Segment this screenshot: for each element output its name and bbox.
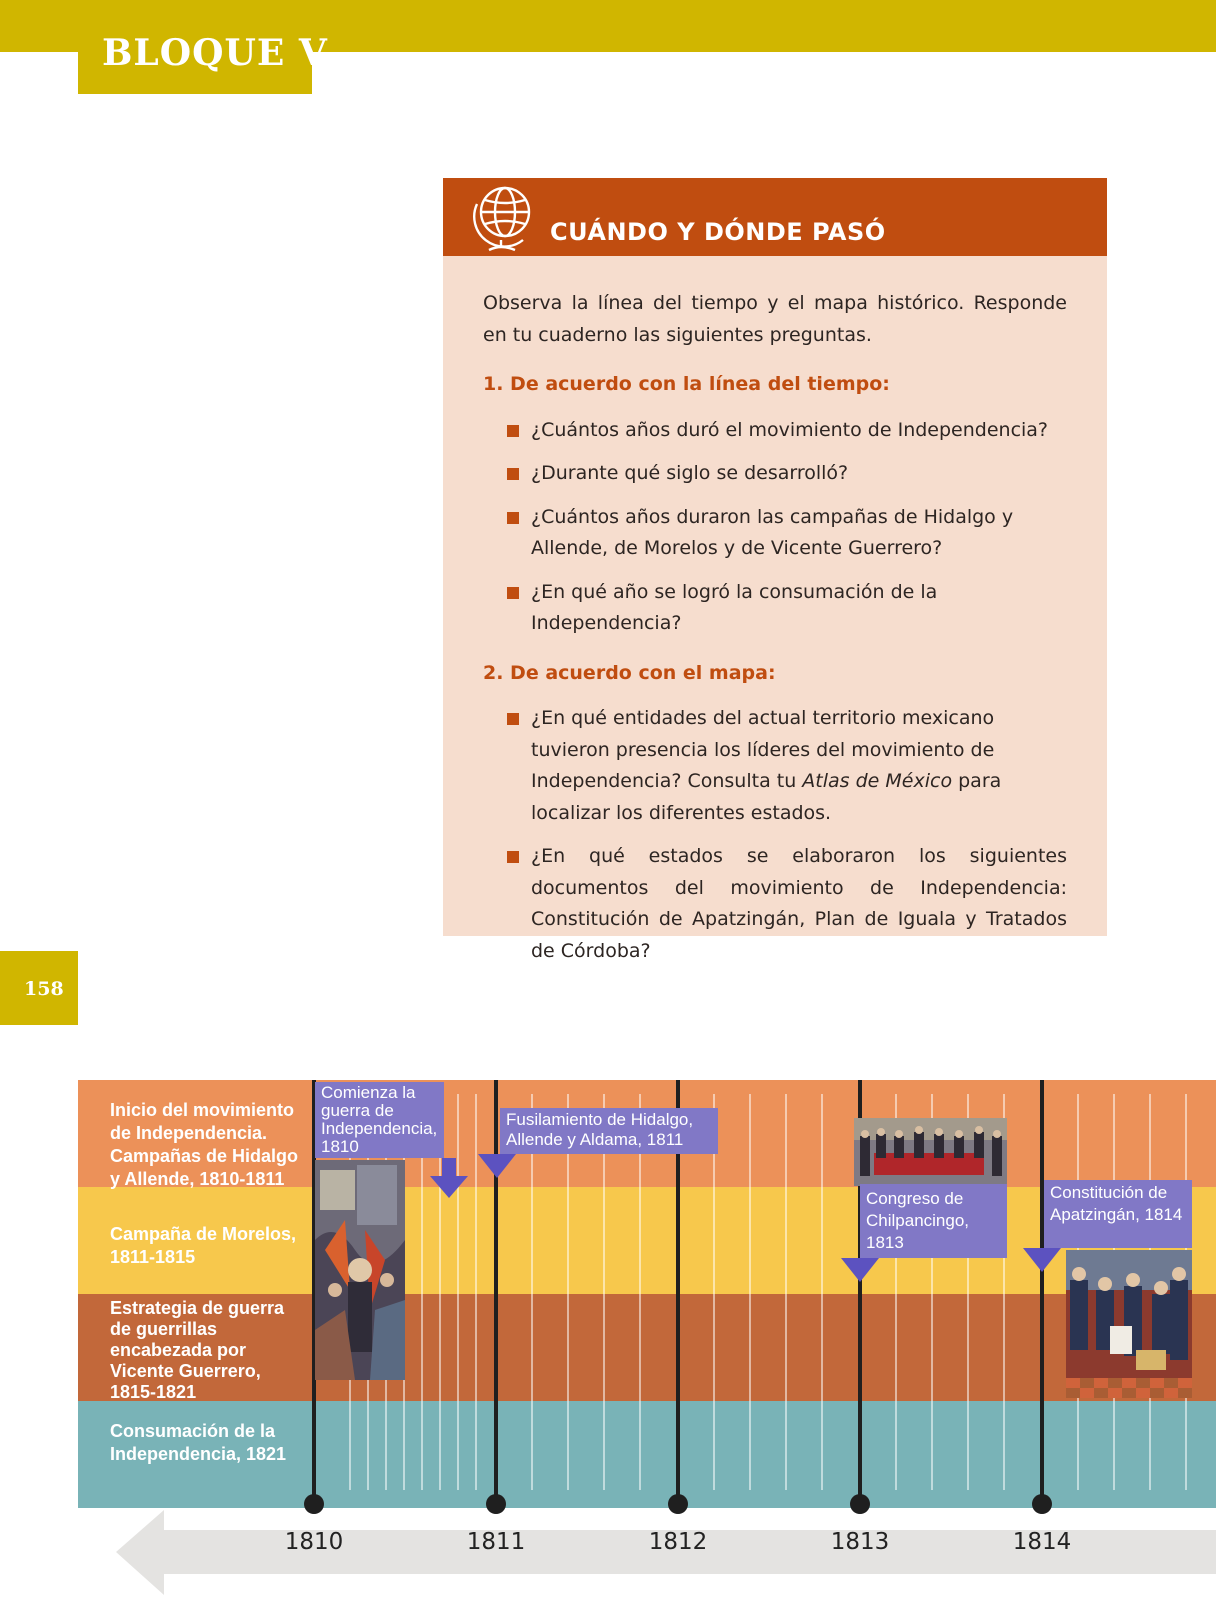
question-text: para localizar los diferentes estados. — [531, 770, 1002, 824]
activity-intro: Observa la línea del tiempo y el mapa histórico. Responde en tu cuaderno las siguientes preguntas. — [483, 292, 1067, 346]
question-text: ¿En qué entidades del actual territorio mexicano tuvieron presencia los líderes del movimiento de Independencia? Consulta tu — [531, 707, 995, 792]
section1-heading: 1. De acuerdo con la línea del tiempo: — [483, 373, 890, 395]
band-label-consumacion: Consumación de la Independencia, 1821 — [110, 1421, 287, 1464]
painting-hidalgo — [315, 1160, 405, 1380]
section2-heading: 2. De acuerdo con el mapa: — [483, 661, 776, 684]
painting-chilpancingo — [854, 1118, 1007, 1186]
year-label: 1814 — [1012, 1529, 1072, 1555]
atlas-title: Atlas de México — [802, 770, 953, 792]
activity-header — [443, 178, 1107, 256]
painting-apatzingan — [1066, 1250, 1192, 1398]
event-arrow-1813 — [841, 1258, 879, 1282]
section2-questions — [483, 703, 1067, 967]
activity-box — [443, 178, 1107, 962]
question-item: ¿Cuántos años duraron las campañas de Hidalgo y Allende, de Morelos y de Vicente Guerrero? — [531, 502, 1067, 565]
year-label: 1813 — [830, 1529, 890, 1555]
year-label: 1812 — [648, 1529, 708, 1555]
question-item: ¿En qué año se logró la consumación de la Independencia? — [531, 577, 1067, 640]
band-label-morelos: Campaña de Morelos, 1811-1815 — [110, 1224, 297, 1267]
question-item: ¿En qué estados se elaboraron los siguientes documentos del movimiento de Independencia: Constitución de Apatzingán, Plan de Iguala y Tratados de Córdoba? — [531, 841, 1067, 967]
block-title: BLOQUE V — [102, 32, 328, 74]
event-arrow-1814 — [1023, 1248, 1061, 1272]
year-label: 1811 — [466, 1529, 526, 1555]
band-label-guerrero: Estrategia de guerra de guerrillas encabezada por Vicente Guerrero, 1815-1821 — [110, 1298, 285, 1402]
activity-body — [483, 288, 1067, 979]
band-label-hidalgo: Inicio del movimiento de Independencia. Campañas de Hidalgo y Allende, 1810-1811 — [110, 1100, 299, 1189]
question-item: ¿Durante qué siglo se desarrolló? — [531, 458, 1067, 490]
event-arrow-1811 — [478, 1154, 516, 1178]
activity-title: CUÁNDO Y DÓNDE PASÓ — [550, 218, 886, 246]
question-item: ¿Cuántos años duró el movimiento de Independencia? — [531, 415, 1067, 447]
section1-questions — [483, 415, 1067, 640]
year-label: 1810 — [284, 1529, 344, 1555]
page-number: 158 — [24, 978, 64, 1000]
event-fusilamiento: Fusilamiento de Hidalgo, Allende y Aldama, 1811 — [500, 1108, 718, 1154]
event-chilpancingo: Congreso de Chilpancingo, 1813 — [860, 1184, 1007, 1258]
question-item — [531, 703, 1067, 829]
event-arrow-1810 — [430, 1158, 468, 1198]
event-apatzingan: Constitución de Apatzingán, 1814 — [1044, 1180, 1192, 1248]
event-comienza-guerra: Comienza la guerra de Independencia, 1810 — [315, 1082, 444, 1158]
globe-icon — [471, 182, 535, 254]
timeline — [0, 1080, 1216, 1600]
